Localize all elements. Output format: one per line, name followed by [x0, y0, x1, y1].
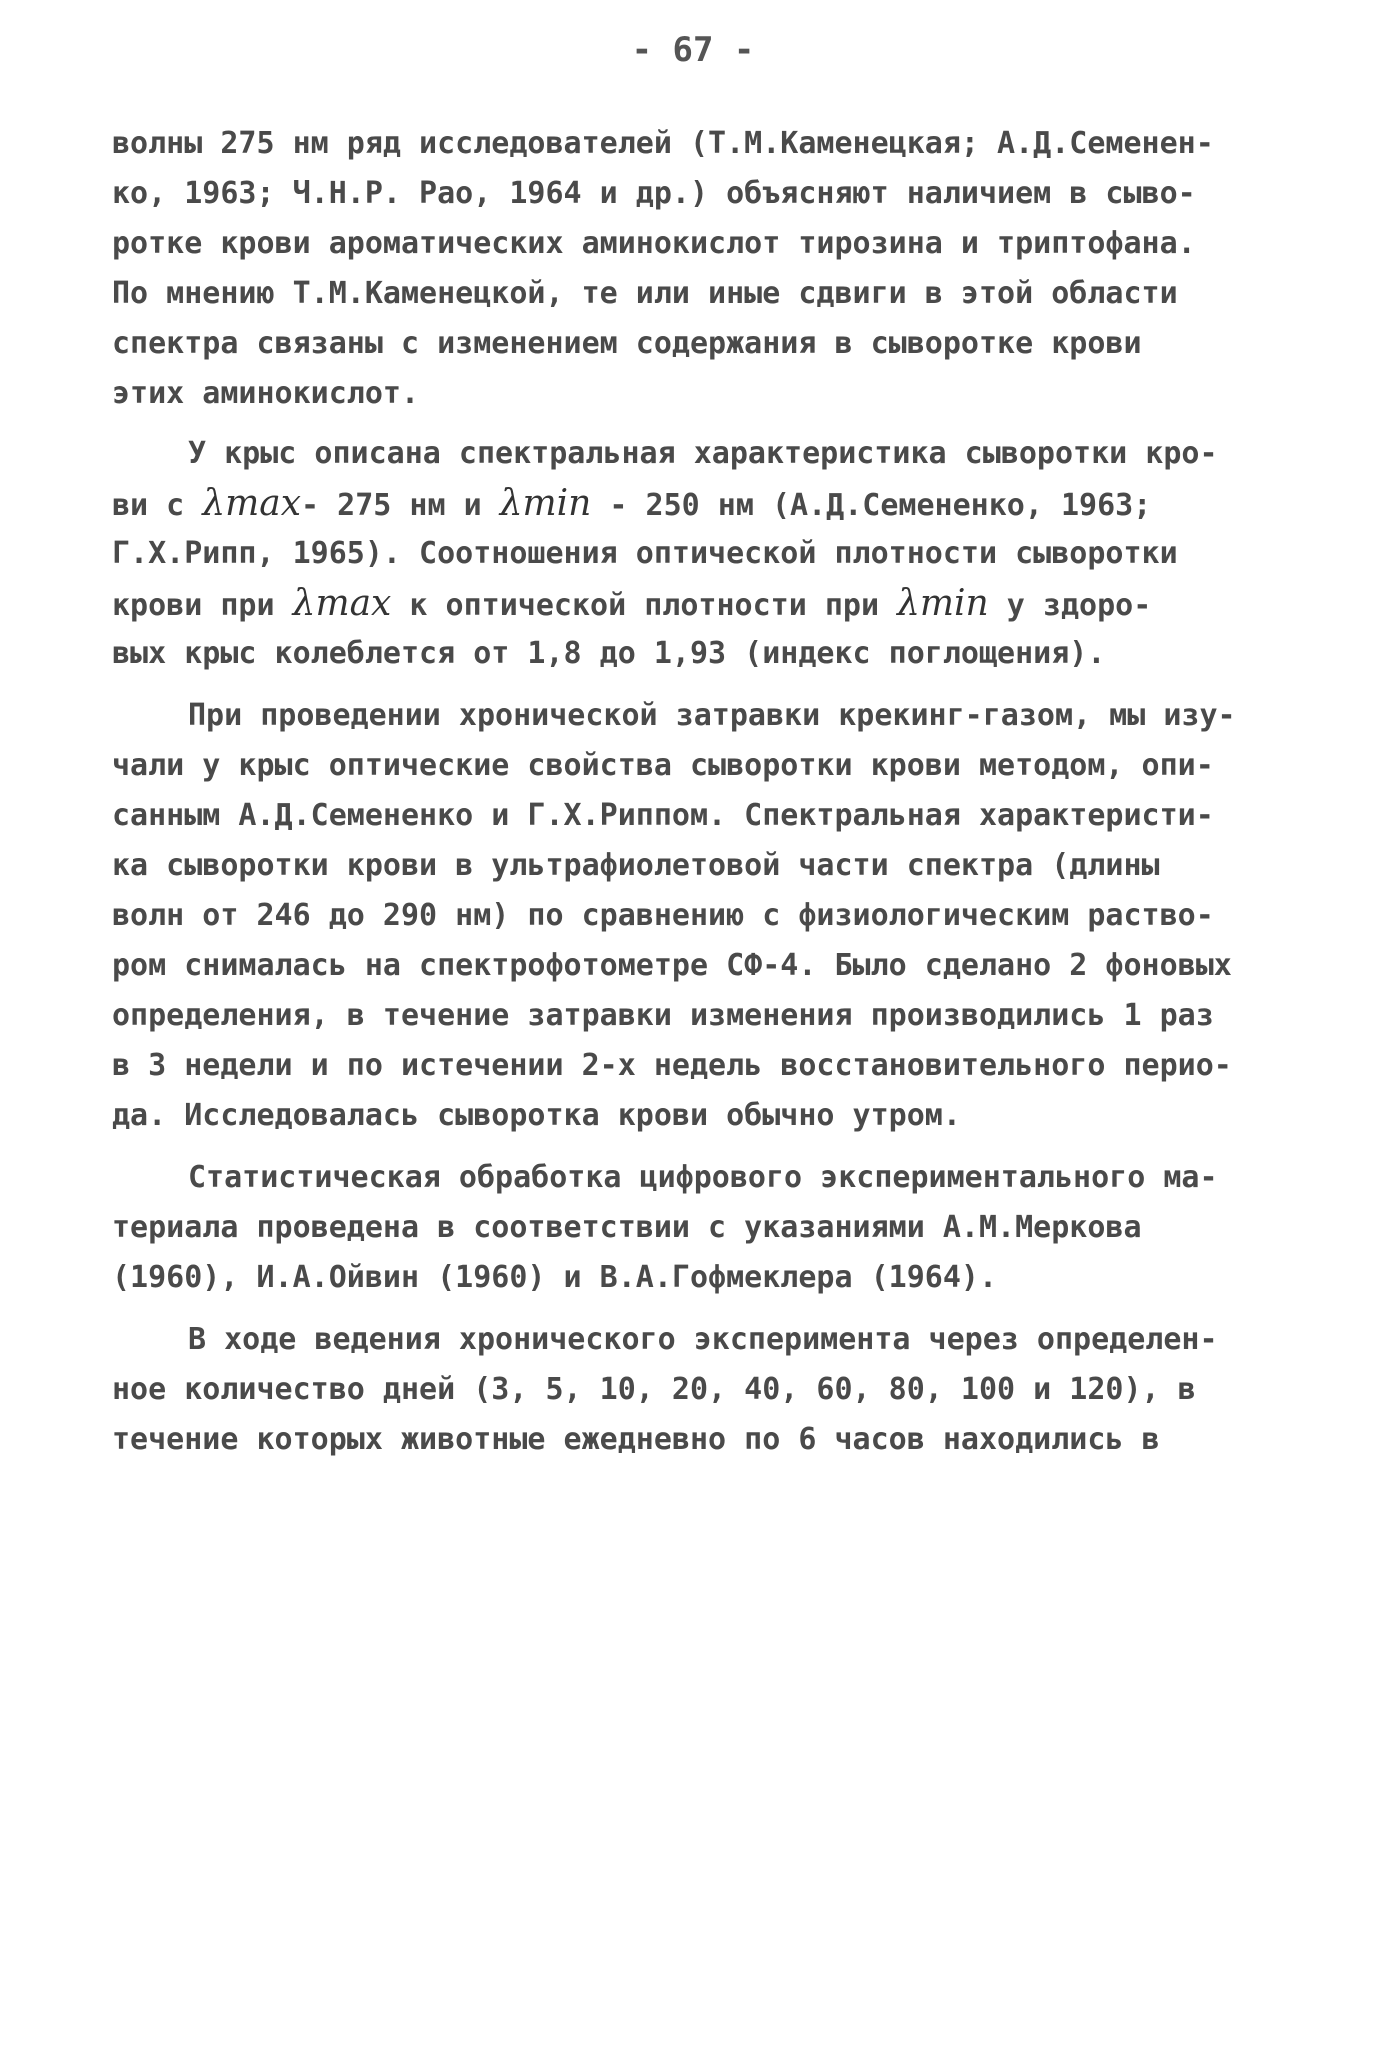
text-line: При проведении хронической затравки крекинг-газом, мы изу- — [188, 698, 1236, 733]
text-line: да. Исследовалась сыворотка крови обычно утром. — [112, 1098, 961, 1133]
text-line: спектра связаны с изменением содержания в сыворотке крови — [112, 326, 1142, 361]
text-line: териала проведена в соответствии с указаниями А.М.Меркова — [112, 1210, 1142, 1245]
text-fragment: у здоро- — [988, 588, 1152, 623]
text-line: этих аминокислот. — [112, 376, 420, 411]
text-line: чали у крыс оптические свойства сыворотки крови методом, опи- — [112, 748, 1214, 783]
text-line: ное количество дней (3, 5, 10, 20, 40, 60, 80, 100 и 120), в — [112, 1372, 1196, 1407]
text-fragment: крови при — [112, 588, 293, 623]
text-line: По мнению Т.М.Каменецкой, те или иные сдвиги в этой области — [112, 276, 1178, 311]
text-line: ротке крови ароматических аминокислот тирозина и триптофана. — [112, 226, 1196, 261]
text-line: ка сыворотки крови в ультрафиолетовой части спектра (длины — [112, 848, 1160, 883]
lambda-max-symbol: λmax — [202, 483, 302, 524]
text-line: ко, 1963; Ч.Н.Р. Рао, 1964 и др.) объясняют наличием в сыво- — [112, 176, 1196, 211]
lambda-min-symbol: λmin — [499, 483, 592, 524]
text-line: В ходе ведения хронического эксперимента через определен- — [188, 1322, 1218, 1357]
text-line: волны 275 нм ряд исследователей (Т.М.Каменецкая; А.Д.Семенен- — [112, 126, 1214, 161]
text-line: У крыс описана спектральная характеристика сыворотки кро- — [188, 436, 1218, 471]
text-line: течение которых животные ежедневно по 6 часов находились в — [112, 1422, 1160, 1457]
lambda-min-symbol: λmin — [897, 583, 989, 624]
text-fragment: - 275 нм и — [301, 488, 500, 523]
text-line: санным А.Д.Семененко и Г.Х.Риппом. Спектральная характеристи- — [112, 798, 1214, 833]
lambda-max-symbol: λmax — [292, 583, 392, 624]
text-line: Статистическая обработка цифрового экспериментального ма- — [188, 1160, 1218, 1195]
text-line: Г.Х.Рипп, 1965). Соотношения оптической плотности сыворотки — [112, 536, 1178, 571]
text-fragment: ви с — [112, 488, 203, 523]
text-line: (1960), И.А.Ойвин (1960) и В.А.Гофмеклера (1964). — [112, 1260, 998, 1295]
text-line: волн от 246 до 290 нм) по сравнению с физиологическим раство- — [112, 898, 1214, 933]
page-number: - 67 - — [631, 30, 755, 70]
text-fragment: - 250 нм (А.Д.Семененко, 1963; — [591, 488, 1152, 523]
text-line: ром снималась на спектрофотометре СФ-4. Было сделано 2 фоновых — [112, 948, 1232, 983]
text-line: в 3 недели и по истечении 2-х недель восстановительного перио- — [112, 1048, 1232, 1083]
text-line: вых крыс колеблется от 1,8 до 1,93 (индекс поглощения). — [112, 636, 1106, 671]
text-line: определения, в течение затравки изменения производились 1 раз — [112, 998, 1214, 1033]
text-fragment: к оптической плотности при — [391, 588, 898, 623]
